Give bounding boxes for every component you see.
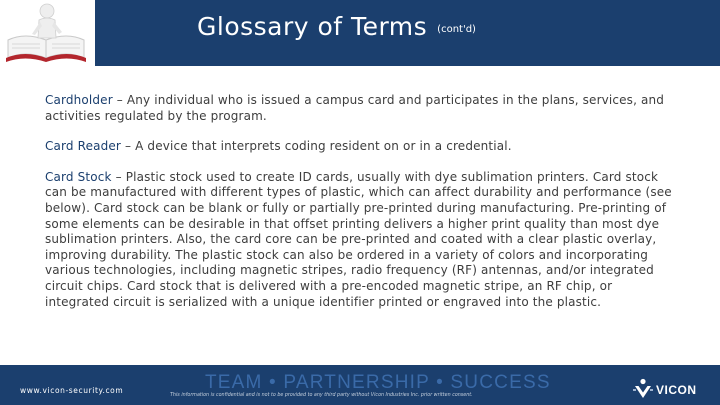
header-bar [0, 0, 720, 66]
glossary-entry-card-reader [45, 139, 673, 155]
glossary-entry-cardholder [45, 93, 673, 124]
vicon-logo-icon [632, 378, 654, 402]
brand-logo [632, 378, 712, 402]
page-title: Glossary of Terms [197, 12, 428, 41]
glossary-entry-card-stock [45, 170, 673, 310]
glossary-definition: Any individual who is issued a campus card and participates in the plans, services, and activities regulated by the program. [45, 93, 665, 123]
continued-label: (cont'd) [437, 24, 476, 35]
glossary-term: Card Reader [45, 139, 122, 154]
title-area [197, 12, 476, 41]
brand-name: VICON [656, 383, 697, 397]
confidentiality-notice: This information is confidential and is not to be provided to any third party without Vicon Industries Inc. prior written consent. [170, 393, 473, 398]
term-separator: – [112, 93, 127, 107]
term-separator: – [111, 169, 126, 184]
glossary-definition: A device that interprets coding resident on or in a credential. [135, 139, 512, 154]
footer-tagline: TEAM • PARTNERSHIP • SUCCESS [205, 372, 551, 393]
glossary-term: Card Stock [45, 169, 112, 184]
website-link[interactable]: www.vicon-security.com [20, 386, 124, 395]
glossary-definition: Plastic stock used to create ID cards, usually with dye sublimation printers. Card stock can be manufactured with different types of plastic, which can affect durability and performance (see below). Card stock can be blank or fully or partially pre-printed during manufacturing. Pre-printing of some elements can be desirable in that offset printing delivers a higher print quality than most dye sublimation printers. Also, the card core can be pre-printed and coated with a clear plastic overlay, improving durability. The plastic stock can also be ordered in a variety of colors and incorporating various technologies, including magnetic stripes, radio frequency (RF) antennas, and/or integrated circuit chips. Card stock that is delivered with a pre-encoded magnetic stripe, an RF chip, or integrated circuit is serialized with a unique identifier printed or engraved into the plastic. [45, 169, 672, 309]
glossary-content [45, 93, 673, 325]
term-separator: – [121, 139, 136, 154]
glossary-term: Cardholder [45, 93, 113, 107]
glossary-book-figure-icon [0, 0, 95, 66]
